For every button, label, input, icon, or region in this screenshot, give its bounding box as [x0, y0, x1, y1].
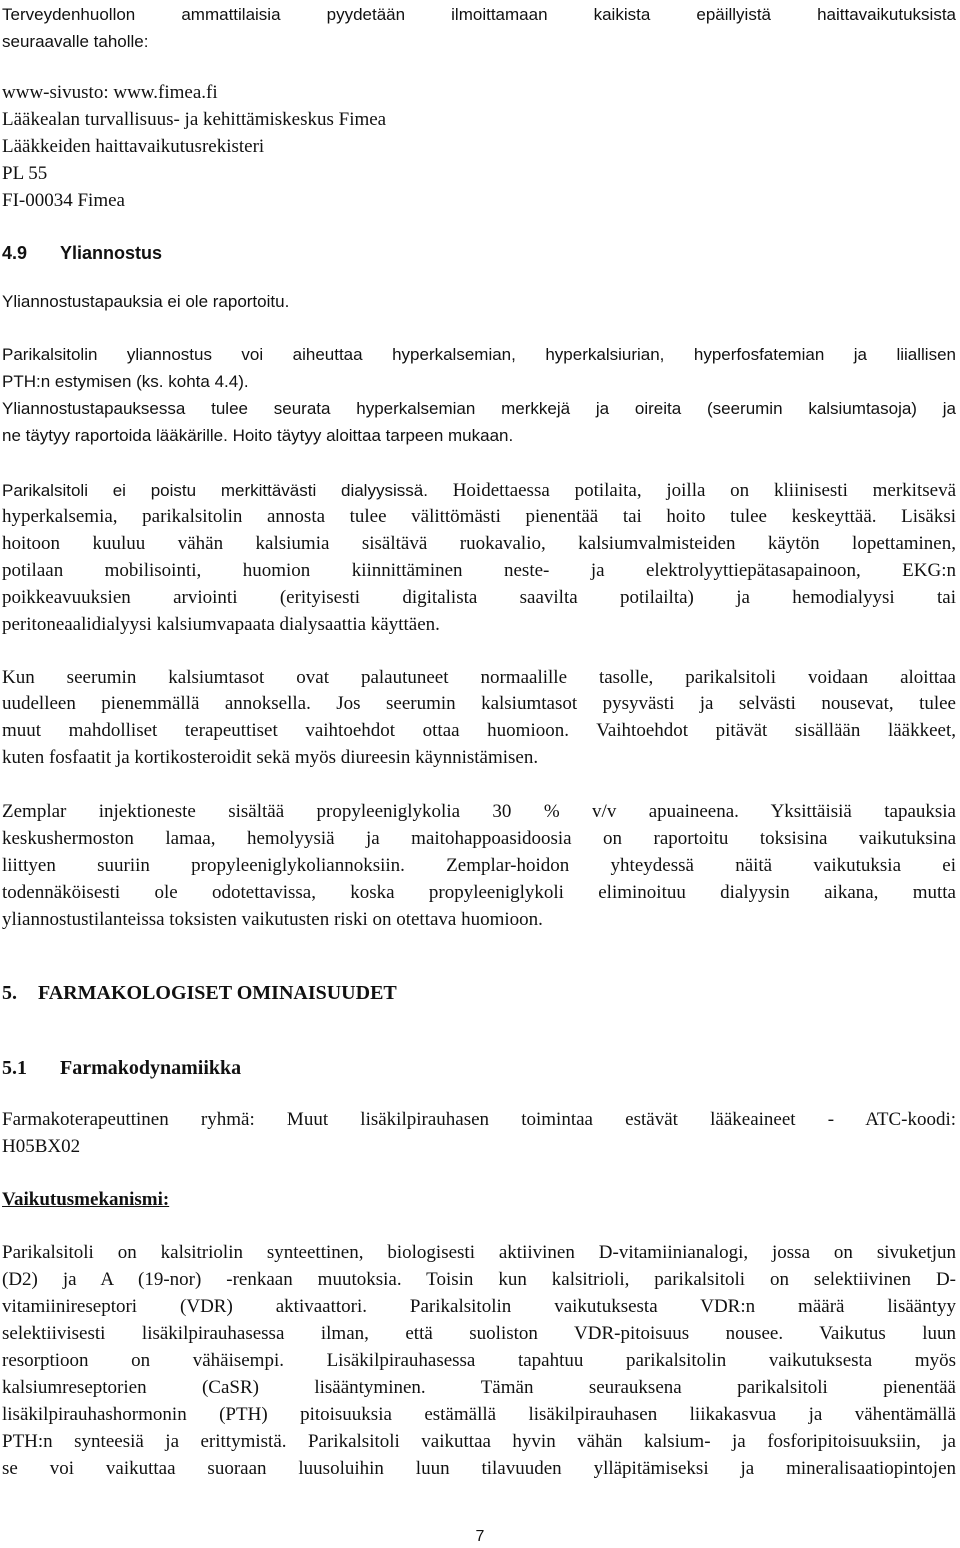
report-intro-line: seuraavalle taholle: — [2, 32, 149, 51]
section-heading-5 — [2, 980, 956, 1006]
overdose-para2-first-line — [2, 478, 956, 504]
overdose-para-line: potilaan mobilisointi, huomion kiinnittäminen neste- ja elektrolyyttiepätasapainoon, EKG:n — [2, 560, 956, 581]
mechanism-para-line: Parikalsitoli on kalsitriolin synteettinen, biologisesti aktiivinen D-vitamiinianalogi, jossa on sivuketjun — [2, 1242, 956, 1263]
report-address-line: Lääkealan turvallisuus- ja kehittämiskeskus Fimea — [2, 109, 387, 130]
report-address-line: Lääkkeiden haittavaikutusrekisteri — [2, 136, 265, 157]
overdose-para2-rest: Hoidettaessa potilaita, joilla on kliinisesti merkitsevä — [427, 480, 956, 501]
overdose-para-line: keskushermoston lamaa, hemolyysiä ja maitohappoasidoosia on raportoitu toksisina vaikutuksina — [2, 828, 956, 849]
mechanism-heading: Vaikutusmekanismi: — [2, 1189, 170, 1210]
mechanism-para-line: resorptioon on vähäisempi. Lisäkilpirauhasessa tapahtuu parikalsitolin vaikutuksesta myös — [2, 1350, 956, 1371]
overdose-para-line: Zemplar injektioneste sisältää propyleeniglykolia 30 % v/v apuaineena. Yksittäisiä tapauksia — [2, 801, 956, 822]
overdose-para-line: liittyen suuriin propyleeniglykoliannoksiin. Zemplar-hoidon yhteydessä näitä vaikutuksia ei — [2, 855, 956, 876]
overdose-para-line: hoitoon kuuluu vähän kalsiumia sisältävä ruokavalio, kalsiumvalmisteiden käytön lopettaminen, — [2, 533, 956, 554]
section-heading-5-1 — [2, 1055, 956, 1081]
overdose-para-line: kuten fosfaatit ja kortikosteroidit sekä myös diureesin käynnistämisen. — [2, 747, 539, 768]
overdose-para-line: uudelleen pienemmällä annoksella. Jos seerumin kalsiumtasot pysyvästi ja selvästi nousevat, tulee — [2, 693, 956, 714]
overdose-none-text: Yliannostustapauksia ei ole raportoitu. — [2, 292, 290, 311]
overdose-para-line: Yliannostustapauksessa tulee seurata hyperkalsemian merkkejä ja oireita (seerumin kalsiumtasoja) ja — [2, 399, 956, 418]
overdose-para-line: todennäköisesti ole odotettavissa, koska propyleeniglykoli eliminoituu dialyysin aikana, mutta — [2, 882, 956, 903]
mechanism-para-line: se voi vaikuttaa suoraan luusoluihin luun tilavuuden ylläpitämiseksi ja mineralisaatiopintojen — [2, 1458, 956, 1479]
section-number: 5. — [2, 982, 17, 1004]
mechanism-para-line: selektiivisesti lisäkilpirauhasessa ilman, että suoliston VDR-pitoisuus nousee. Vaikutus luun — [2, 1323, 956, 1344]
mechanism-para-line: PTH:n synteesiä ja erittymistä. Parikalsitoli vaikuttaa hyvin vähän kalsium- ja fosforipitoisuuksiin, ja — [2, 1431, 956, 1452]
report-website-link[interactable]: www-sivusto: www.fimea.fi — [2, 82, 218, 103]
mechanism-para-line: vitamiinireseptori (VDR) aktivaattori. Parikalsitolin vaikutuksesta VDR:n määrä lisääntyy — [2, 1296, 956, 1317]
section-number: 4.9 — [2, 243, 28, 263]
overdose-para-line: hyperkalsemia, parikalsitolin annosta tulee välittömästi pienentää tai hoito tulee keskeyttää. Lisäksi — [2, 506, 956, 527]
overdose-para-line: Parikalsitolin yliannostus voi aiheuttaa hyperkalsemian, hyperkalsiurian, hyperfosfatemian ja liiallisen — [2, 345, 956, 364]
section-title: FARMAKOLOGISET OMINAISUUDET — [38, 982, 397, 1004]
pharmacotherapeutic-line: Farmakoterapeuttinen ryhmä: Muut lisäkilpirauhasen toimintaa estävät lääkeaineet - ATC-koodi: — [2, 1109, 956, 1130]
report-address-line: PL 55 — [2, 163, 48, 184]
report-intro-line: Terveydenhuollon ammattilaisia pyydetään ilmoittamaan kaikista epäillyistä haittavaikutuksista — [2, 5, 956, 24]
overdose-para-line: yliannostustilanteissa toksisten vaikutusten riski on otettava huomioon. — [2, 909, 543, 930]
section-title: Yliannostus — [60, 243, 163, 263]
section-number: 5.1 — [2, 1057, 27, 1079]
overdose-para-line: Kun seerumin kalsiumtasot ovat palautuneet normaalille tasolle, parikalsitoli voidaan aloittaa — [2, 667, 956, 688]
overdose-para-line: poikkeavuuksien arviointi (erityisesti digitalista saavilta potilailta) ja hemodialyysi tai — [2, 587, 956, 608]
overdose-para-line: ne täytyy raportoida lääkärille. Hoito täytyy aloittaa tarpeen mukaan. — [2, 426, 514, 445]
mechanism-para-line: kalsiumreseptorien (CaSR) lisääntyminen. Tämän seurauksena parikalsitoli pienentää — [2, 1377, 956, 1398]
overdose-para-line: muut mahdolliset terapeuttiset vaihtoehdot ottaa huomioon. Vaihtoehdot pitävät sisällään lääkkeet, — [2, 720, 956, 741]
overdose-para-line: PTH:n estymisen (ks. kohta 4.4). — [2, 372, 249, 391]
mechanism-para-line: lisäkilpirauhashormonin (PTH) pitoisuuksia estämällä lisäkilpirauhasen liikakasvua ja vähentämällä — [2, 1404, 956, 1425]
report-address-line: FI-00034 Fimea — [2, 190, 125, 211]
mechanism-para-line: (D2) ja A (19-nor) -renkaan muutoksia. Toisin kun kalsitrioli, parikalsitoli on selektiivinen D- — [2, 1269, 956, 1290]
section-title: Farmakodynamiikka — [60, 1057, 242, 1079]
overdose-para2-sans: Parikalsitoli ei poistu merkittävästi dialyysissä. — [2, 481, 428, 500]
overdose-para-line: peritoneaalidialyysi kalsiumvapaata dialysaattia käyttäen. — [2, 614, 440, 635]
pharmacotherapeutic-line: H05BX02 — [2, 1136, 81, 1157]
page-number: 7 — [475, 1528, 485, 1545]
section-heading-4-9 — [2, 240, 956, 266]
